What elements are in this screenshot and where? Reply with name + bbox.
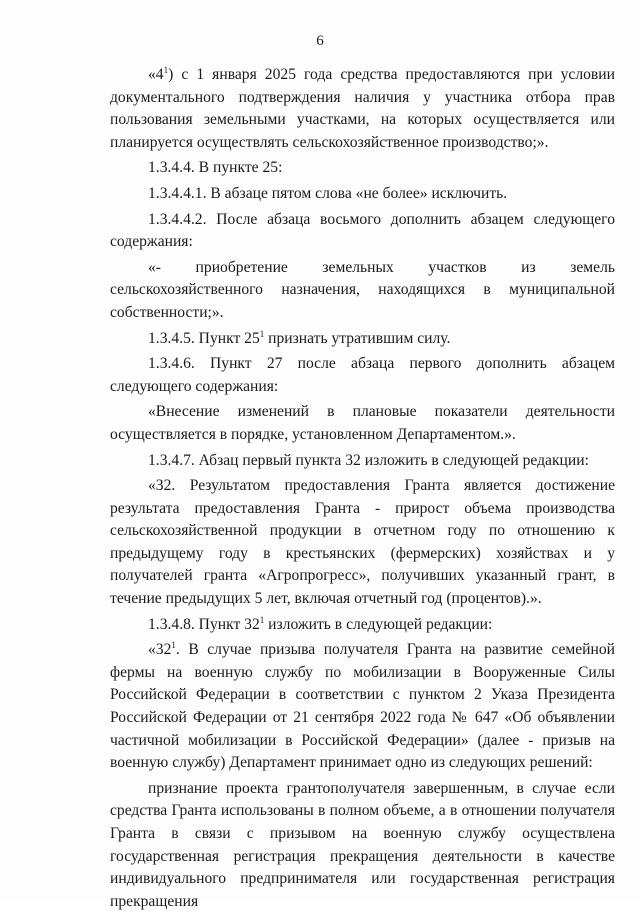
paragraph-amendment-4-1: «$4^1$) с 1 января 2025 года средства предоставляются при условии документального подтверждения наличия у участника отбора прав пользования земельными участками, на которых осуществляется или планируется осуществлять сельскохозяйственное производство;». (110, 64, 615, 151)
quote-plan-changes: «Внесение изменений в плановые показатели деятельности осуществляется в порядке, установленном Департаментом.». (110, 403, 615, 443)
paragraph-1-3-4-7: 1.3.4.7. Абзац первый пункта 32 изложить в следующей редакции: (148, 451, 589, 469)
paragraph-1-3-4-4-1: 1.3.4.4.1. В абзаце пятом слова «не более» исключить. (148, 184, 508, 202)
paragraph-1-3-4-4: 1.3.4.4. В пункте 25: (148, 159, 283, 177)
paragraph-1-3-4-8: 1.3.4.8. Пункт $32^1$ изложить в следующей редакции: (148, 614, 493, 633)
paragraph-1-3-4-6: 1.3.4.6. Пункт 27 после абзаца первого дополнить абзацем следующего содержания: (110, 355, 615, 395)
quote-point-32-1: «$32^1$. В случае призыва получателя Гранта на развитие семейной фермы на военную службу по мобилизации в Вооруженные Силы Российской Федерации в соответствии с пунктом 2 Указа Президента Российской Федерации от 21 сентября 2022 года № 647 «Об объявлении частичной мобилизации в Российской Федерации» (далее - призыв на военную службу) Департамент принимает одно из следующих решений: (110, 640, 615, 772)
paragraph-1-3-4-4-2: 1.3.4.4.2. После абзаца восьмого дополнить абзацем следующего содержания: (110, 210, 615, 251)
page-number: 6 (316, 33, 324, 49)
paragraph-project-completion: признание проекта грантополучателя завершенным, в случае если средства Гранта использованы в полном объеме, а в отношении получателя Гранта в связи с призывом на военную службу осуществлена государственная регистрация прекращения деятельности в качестве индивидуального предпринимателя или государственная регистрация прекращения (110, 779, 615, 910)
document-body (110, 64, 615, 913)
quote-land-acquisition: «- приобретение земельных участков из земель сельскохозяйственного назначения, находящихся в муниципальной собственности;». (110, 258, 615, 321)
quote-point-32: «32. Результатом предоставления Гранта является достижение результата предоставления Гранта - прирост объема производства сельскохозяйственной продукции в отчетном году по отношению к предыдущему году в крестьянских (фермерских) хозяйствах и у получателей гранта «Агропрогресс», получивших указанный грант, в течение предыдущих 5 лет, включая отчетный год (процентов).». (110, 477, 615, 608)
paragraph-1-3-4-5: 1.3.4.5. Пункт $25^1$ признать утратившим силу. (148, 328, 451, 347)
